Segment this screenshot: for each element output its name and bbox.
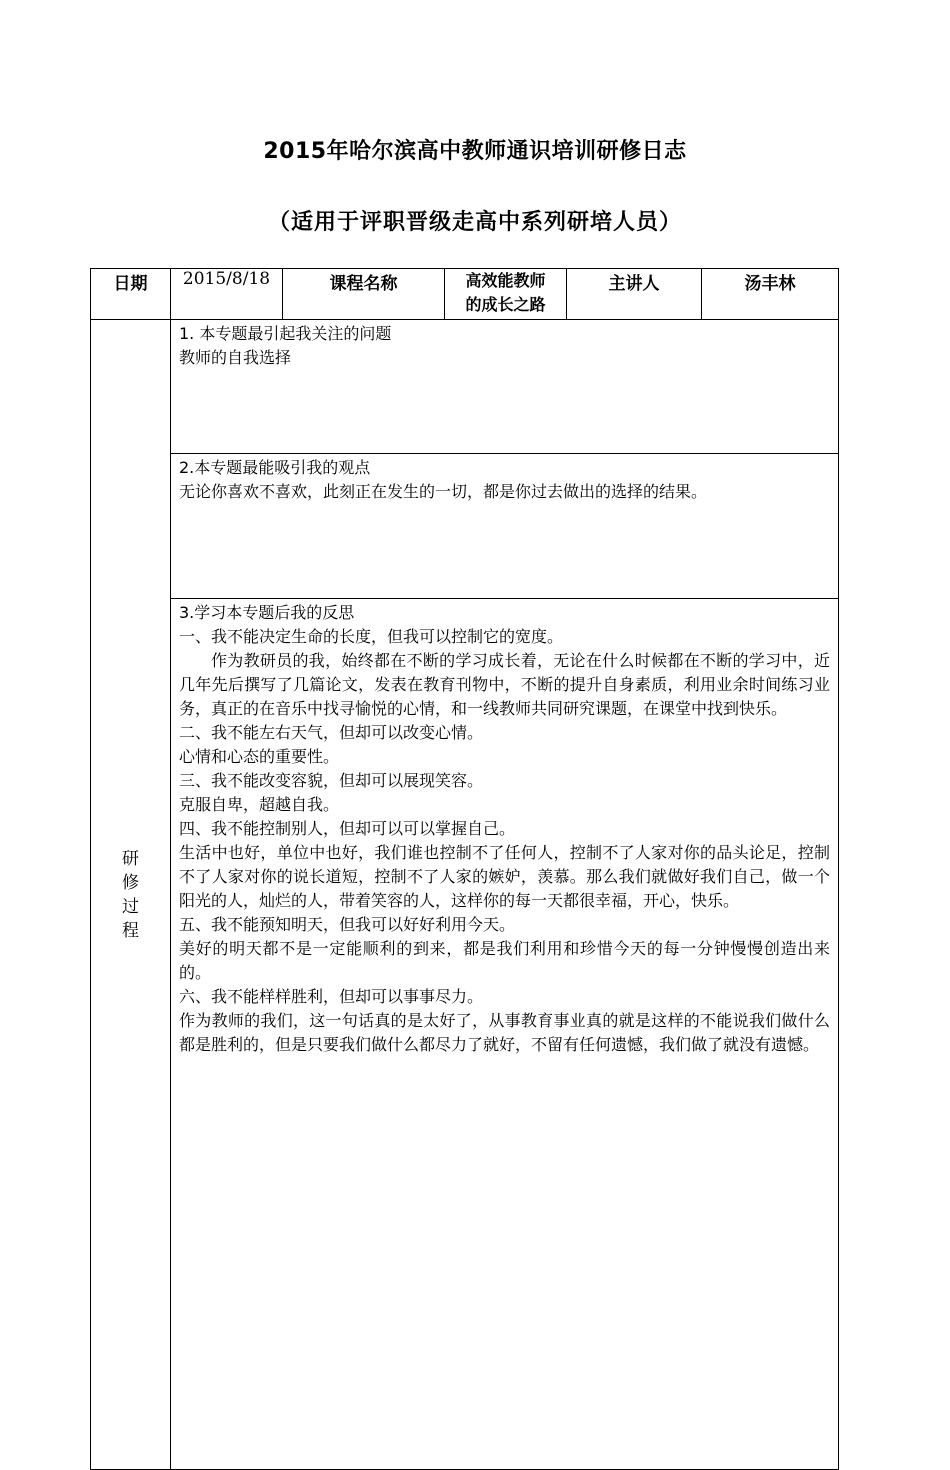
section-1 <box>171 320 839 454</box>
reflection-text: 心情和心态的重要性。 <box>179 747 340 766</box>
course-value <box>445 269 567 320</box>
reflection-point: 六、我不能样样胜利，但却可以事事尽力。 <box>179 987 484 1006</box>
section-2-row <box>91 454 839 599</box>
section-3 <box>171 599 839 1470</box>
date-label: 日期 <box>91 269 171 320</box>
reflection-point: 四、我不能控制别人，但却可以可以掌握自己。 <box>179 819 516 838</box>
section-3-row <box>91 599 839 1470</box>
research-process-label: 研 修 过 程 <box>91 320 171 1470</box>
reflection-point: 一、我不能决定生命的长度，但我可以控制它的宽度。 <box>179 627 564 646</box>
speaker-label: 主讲人 <box>567 269 702 320</box>
section-3-heading: 3.学习本专题后我的反思 <box>179 603 355 622</box>
date-value: 2015/8/18 <box>171 269 283 320</box>
section-2 <box>171 454 839 599</box>
document-subtitle: （适用于评职晋级走高中系列研培人员） <box>267 210 682 235</box>
section-1-row <box>91 320 839 454</box>
header-row <box>91 269 839 320</box>
speaker-value: 汤丰林 <box>702 269 839 320</box>
training-log-table <box>90 268 839 1470</box>
reflection-text: 生活中也好，单位中也好，我们谁也控制不了任何人，控制不了人家对你的品头论足，控制不了人家对你的说长道短，控制不了人家的嫉妒，羡慕。那么我们就做好我们自己，做一个阳光的人，灿烂的人，带着笑容的人，这样你的每一天都很幸福，开心，快乐。 <box>179 843 830 910</box>
document-title: 2015年哈尔滨高中教师通识培训研修日志 <box>263 139 687 164</box>
reflection-text: 作为教师的我们，这一句话真的是太好了，从事教育事业真的就是这样的不能说我们做什么都是胜利的，但是只要我们做什么都尽力了就好，不留有任何遗憾，我们做了就没有遗憾。 <box>179 1011 830 1054</box>
reflection-text: 美好的明天都不是一定能顺利的到来，都是我们利用和珍惜今天的每一分钟慢慢创造出来的。 <box>179 939 830 982</box>
reflection-point: 三、我不能改变容貌，但却可以展现笑容。 <box>179 771 484 790</box>
section-2-text: 无论你喜欢不喜欢，此刻正在发生的一切，都是你过去做出的选择的结果。 <box>179 482 708 501</box>
course-line-2: 的成长之路 <box>465 295 546 314</box>
course-line-1: 高效能教师 <box>465 271 546 290</box>
reflection-point: 五、我不能预知明天，但我可以好好利用今天。 <box>179 915 516 934</box>
section-1-heading: 1. 本专题最引起我关注的问题 <box>179 324 392 343</box>
reflection-text: 克服自卑，超越自我。 <box>179 795 340 814</box>
section-2-heading: 2.本专题最能吸引我的观点 <box>179 458 371 477</box>
course-label: 课程名称 <box>283 269 445 320</box>
reflection-text: 作为教研员的我，始终都在不断的学习成长着，无论在什么时候都在不断的学习中，近几年先后撰写了几篇论文，发表在教育刊物中，不断的提升自身素质，利用业余时间练习业务，真正的在音乐中找寻愉悦的心情，和一线教师共同研究课题，在课堂中找到快乐。 <box>179 651 830 718</box>
reflection-point: 二、我不能左右天气，但却可以改变心情。 <box>179 723 484 742</box>
section-1-text: 教师的自我选择 <box>179 348 292 367</box>
